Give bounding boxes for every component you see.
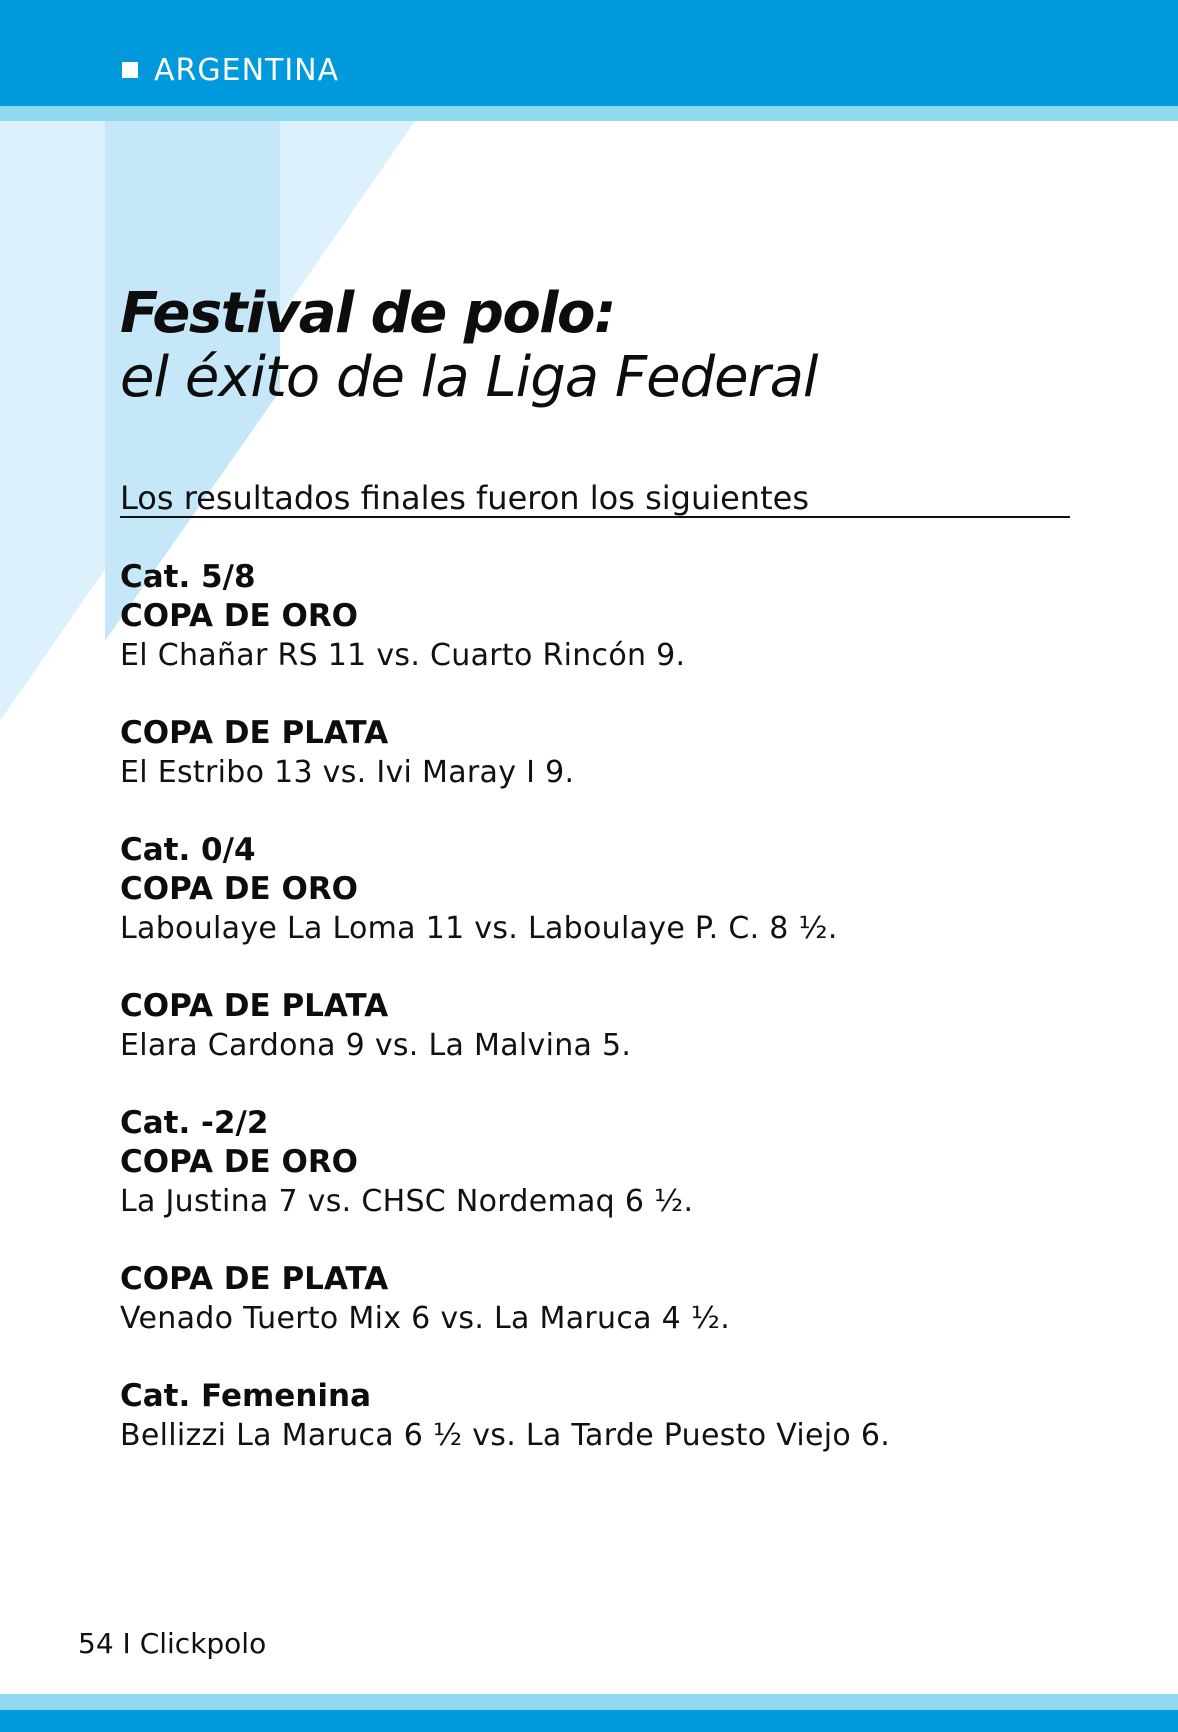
match-result: Laboulaye La Loma 11 vs. Laboulaye P. C. 8 ½. — [120, 911, 838, 946]
result-block — [120, 1377, 1100, 1455]
cup-label: COPA DE ORO — [120, 1144, 359, 1180]
subtitle: Los resultados finales fueron los siguientes — [120, 479, 809, 517]
category-label: Cat. 0/4 — [120, 832, 256, 868]
footer-band — [0, 1710, 1178, 1732]
match-result: Elara Cardona 9 vs. La Malvina 5. — [120, 1028, 632, 1063]
match-result: Venado Tuerto Mix 6 vs. La Maruca 4 ½. — [120, 1301, 731, 1336]
match-result: El Chañar RS 11 vs. Cuarto Rincón 9. — [120, 638, 686, 673]
result-block — [120, 1260, 1100, 1338]
result-block — [120, 831, 1100, 948]
cup-label: COPA DE ORO — [120, 871, 359, 907]
result-block — [120, 1104, 1100, 1221]
cup-label: COPA DE ORO — [120, 598, 359, 634]
category-label: Cat. Femenina — [120, 1378, 372, 1414]
header-stripe — [0, 106, 1178, 121]
category-label: Cat. -2/2 — [120, 1105, 269, 1141]
result-block — [120, 714, 1100, 792]
result-block — [120, 558, 1100, 675]
match-result: Bellizzi La Maruca 6 ½ vs. La Tarde Puesto Viejo 6. — [120, 1418, 891, 1453]
cup-label: COPA DE PLATA — [120, 988, 389, 1024]
page-footer: 54 I Clickpolo — [78, 1627, 267, 1660]
footer-stripe — [0, 1694, 1178, 1710]
match-result: La Justina 7 vs. CHSC Nordemaq 6 ½. — [120, 1184, 694, 1219]
result-block — [120, 987, 1100, 1065]
section-label: ARGENTINA — [154, 52, 340, 88]
match-result: El Estribo 13 vs. Ivi Maray I 9. — [120, 755, 575, 790]
cup-label: COPA DE PLATA — [120, 715, 389, 751]
results-list — [120, 558, 1100, 1494]
title-sub: el éxito de la Liga Federal — [120, 345, 818, 410]
category-label: Cat. 5/8 — [120, 559, 256, 595]
subtitle-rule — [120, 478, 1070, 518]
cup-label: COPA DE PLATA — [120, 1261, 389, 1297]
square-bullet-icon — [122, 62, 138, 78]
title-main: Festival de polo: — [120, 281, 615, 346]
section-tag — [122, 50, 339, 90]
article-title — [120, 282, 1080, 410]
